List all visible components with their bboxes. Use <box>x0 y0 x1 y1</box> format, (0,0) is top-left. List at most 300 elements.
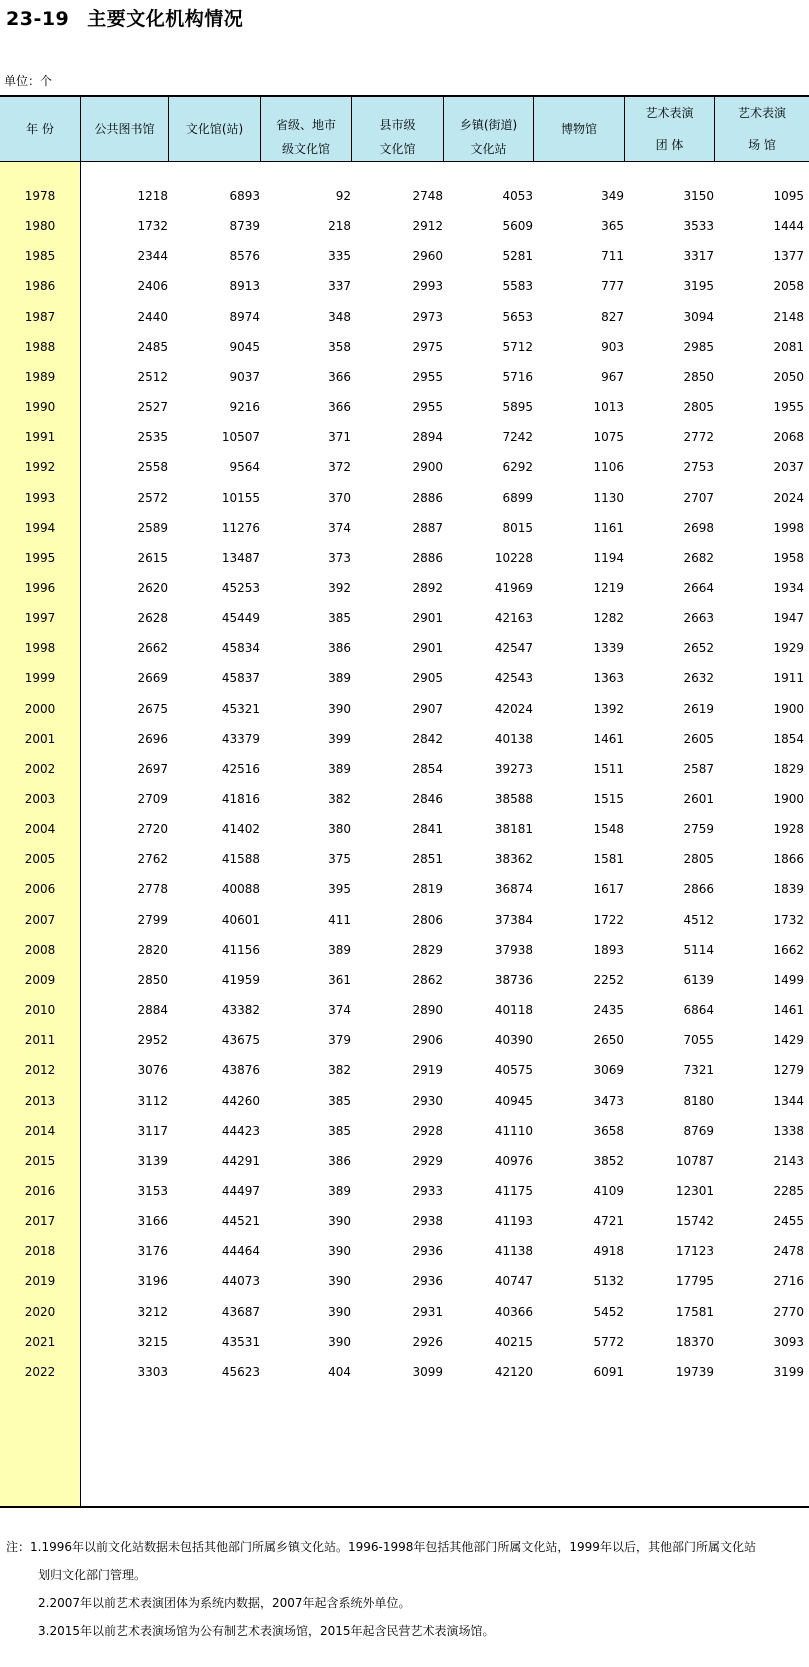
table-row <box>0 423 809 453</box>
town-cell: 40747 <box>494 1274 533 1289</box>
year-cell: 2013 <box>24 1093 56 1108</box>
museum-cell: 1511 <box>593 761 624 776</box>
venue-cell: 1499 <box>773 972 804 987</box>
table-row <box>0 574 809 604</box>
cultural-center-cell: 45834 <box>221 641 260 656</box>
troupe-cell: 8180 <box>683 1093 714 1108</box>
prov-city-cell: 389 <box>328 1183 351 1198</box>
library-cell: 2669 <box>137 671 168 686</box>
year-cell: 2019 <box>24 1274 56 1289</box>
troupe-cell: 8769 <box>683 1123 714 1138</box>
header-venue-line2: 场 馆 <box>748 138 776 152</box>
table-row <box>0 755 809 785</box>
library-cell: 2527 <box>137 400 168 415</box>
museum-cell: 1461 <box>593 731 624 746</box>
town-cell: 6899 <box>502 490 533 505</box>
prov-city-cell: 337 <box>328 279 351 294</box>
prov-city-cell: 335 <box>328 249 351 264</box>
venue-cell: 1900 <box>773 792 804 806</box>
county-cell: 2905 <box>412 671 443 686</box>
troupe-cell: 17795 <box>675 1274 714 1289</box>
library-cell: 3166 <box>137 1214 168 1229</box>
table-row <box>0 1237 809 1267</box>
header-museum-label: 博物馆 <box>560 122 597 136</box>
header-venue <box>715 97 809 161</box>
table-row <box>0 1087 809 1117</box>
town-cell: 5281 <box>502 249 533 264</box>
venue-cell: 2716 <box>773 1274 804 1289</box>
museum-cell: 1722 <box>593 912 624 927</box>
prov-city-cell: 385 <box>328 1093 351 1108</box>
museum-cell: 5452 <box>593 1304 624 1319</box>
troupe-cell: 3317 <box>683 249 714 264</box>
town-cell: 5609 <box>502 219 533 234</box>
library-cell: 2799 <box>137 912 168 927</box>
header-museum <box>534 97 624 161</box>
table-row <box>0 514 809 544</box>
museum-cell: 5132 <box>593 1274 624 1289</box>
header-town <box>444 97 533 161</box>
prov-city-cell: 385 <box>328 611 351 626</box>
library-cell: 2697 <box>137 761 168 776</box>
table-row <box>0 1026 809 1056</box>
museum-cell: 1219 <box>593 580 624 595</box>
year-cell: 2002 <box>24 761 56 776</box>
cultural-center-cell: 44423 <box>221 1123 260 1138</box>
troupe-cell: 2587 <box>683 761 714 776</box>
table-row <box>0 212 809 242</box>
table-row <box>0 695 809 725</box>
town-cell: 42547 <box>494 641 533 656</box>
library-cell: 2720 <box>137 822 168 837</box>
troupe-cell: 2664 <box>683 580 714 595</box>
header-prov-city-line1: 省级、地市 <box>275 118 336 132</box>
year-cell: 2012 <box>24 1063 56 1078</box>
museum-cell: 1392 <box>593 701 624 716</box>
cultural-center-cell: 9564 <box>229 460 260 475</box>
museum-cell: 1893 <box>593 942 624 957</box>
museum-cell: 3473 <box>593 1093 624 1108</box>
venue-cell: 1928 <box>773 822 804 837</box>
museum-cell: 5772 <box>593 1334 624 1349</box>
museum-cell: 777 <box>601 279 624 294</box>
county-cell: 2931 <box>412 1304 443 1319</box>
cultural-center-cell: 41959 <box>221 972 260 987</box>
cultural-center-cell: 45837 <box>221 671 260 686</box>
county-cell: 2892 <box>412 580 443 595</box>
town-cell: 5653 <box>502 309 533 324</box>
troupe-cell: 2707 <box>683 490 714 505</box>
library-cell: 1218 <box>137 189 168 203</box>
troupe-cell: 3533 <box>683 219 714 234</box>
year-cell: 1985 <box>24 249 56 264</box>
year-cell: 2016 <box>24 1183 56 1198</box>
venue-cell: 1866 <box>773 852 804 867</box>
year-cell: 2015 <box>24 1153 56 1168</box>
town-cell: 40215 <box>494 1334 533 1349</box>
venue-cell: 1947 <box>773 611 804 626</box>
library-cell: 2662 <box>137 641 168 656</box>
museum-cell: 1194 <box>593 550 624 565</box>
library-cell: 2850 <box>137 972 168 987</box>
cultural-center-cell: 41402 <box>221 822 260 837</box>
county-cell: 2886 <box>412 490 443 505</box>
county-cell: 3099 <box>412 1364 443 1379</box>
museum-cell: 1106 <box>593 460 624 475</box>
county-cell: 2748 <box>412 189 443 203</box>
venue-cell: 2148 <box>773 309 804 324</box>
troupe-cell: 2866 <box>683 882 714 897</box>
library-cell: 2344 <box>137 249 168 264</box>
prov-city-cell: 379 <box>328 1033 351 1048</box>
table-row <box>0 725 809 755</box>
cultural-center-cell: 45449 <box>221 611 260 626</box>
library-cell: 2512 <box>137 369 168 384</box>
prov-city-cell: 374 <box>328 520 351 535</box>
county-cell: 2938 <box>412 1214 443 1229</box>
troupe-cell: 7055 <box>683 1033 714 1048</box>
cultural-center-cell: 41588 <box>221 852 260 867</box>
museum-cell: 1075 <box>593 430 624 445</box>
venue-cell: 1958 <box>773 550 804 565</box>
venue-cell: 1338 <box>773 1123 804 1138</box>
venue-cell: 1279 <box>773 1063 804 1078</box>
county-cell: 2930 <box>412 1093 443 1108</box>
town-cell: 5712 <box>502 339 533 354</box>
library-cell: 3212 <box>137 1304 168 1319</box>
troupe-cell: 3150 <box>683 189 714 203</box>
library-cell: 2762 <box>137 852 168 867</box>
town-cell: 37938 <box>494 942 533 957</box>
museum-cell: 4918 <box>593 1244 624 1259</box>
prov-city-cell: 358 <box>328 339 351 354</box>
library-cell: 2675 <box>137 701 168 716</box>
prov-city-cell: 399 <box>328 731 351 746</box>
troupe-cell: 3195 <box>683 279 714 294</box>
prov-city-cell: 404 <box>328 1364 351 1379</box>
library-cell: 2558 <box>137 460 168 475</box>
county-cell: 2960 <box>412 249 443 264</box>
county-cell: 2993 <box>412 279 443 294</box>
venue-cell: 1377 <box>773 249 804 264</box>
year-cell: 2007 <box>24 912 56 927</box>
year-cell: 1978 <box>24 189 56 203</box>
county-cell: 2936 <box>412 1244 443 1259</box>
cultural-center-cell: 8739 <box>229 219 260 234</box>
cultural-center-cell: 8913 <box>229 279 260 294</box>
table-row <box>0 484 809 514</box>
troupe-cell: 3094 <box>683 309 714 324</box>
library-cell: 3196 <box>137 1274 168 1289</box>
table-row <box>0 1147 809 1177</box>
troupe-cell: 5114 <box>683 942 714 957</box>
header-cultural-center <box>169 97 260 161</box>
library-cell: 3112 <box>137 1093 168 1108</box>
troupe-cell: 2759 <box>683 822 714 837</box>
troupe-cell: 7321 <box>683 1063 714 1078</box>
county-cell: 2919 <box>412 1063 443 1078</box>
museum-cell: 903 <box>601 339 624 354</box>
prov-city-cell: 389 <box>328 942 351 957</box>
prov-city-cell: 395 <box>328 882 351 897</box>
county-cell: 2933 <box>412 1183 443 1198</box>
museum-cell: 967 <box>601 369 624 384</box>
venue-cell: 1929 <box>773 641 804 656</box>
cultural-center-cell: 44464 <box>221 1244 260 1259</box>
county-cell: 2926 <box>412 1334 443 1349</box>
prov-city-cell: 348 <box>328 309 351 324</box>
table-row <box>0 1207 809 1237</box>
table-row <box>0 242 809 272</box>
year-cell: 2021 <box>24 1334 56 1349</box>
venue-cell: 1839 <box>773 882 804 897</box>
year-cell: 1991 <box>24 430 56 445</box>
header-rule <box>0 161 809 162</box>
venue-cell: 1444 <box>773 219 804 234</box>
prov-city-cell: 366 <box>328 400 351 415</box>
museum-cell: 1363 <box>593 671 624 686</box>
venue-cell: 1911 <box>773 671 804 686</box>
cultural-center-cell: 6893 <box>229 189 260 203</box>
year-cell: 2020 <box>24 1304 56 1319</box>
footnote-3: 3.2015年以前艺术表演场馆为公有制艺术表演场馆，2015年起含民营艺术表演场馆。 <box>38 1624 495 1638</box>
header-county <box>352 97 443 161</box>
county-cell: 2912 <box>412 219 443 234</box>
prov-city-cell: 386 <box>328 641 351 656</box>
venue-cell: 2455 <box>773 1214 804 1229</box>
table-row <box>0 996 809 1026</box>
cultural-center-cell: 10155 <box>221 490 260 505</box>
venue-cell: 1998 <box>773 520 804 535</box>
table-row <box>0 1117 809 1147</box>
venue-cell: 1900 <box>773 701 804 716</box>
county-cell: 2819 <box>412 882 443 897</box>
museum-cell: 3658 <box>593 1123 624 1138</box>
table-row <box>0 363 809 393</box>
venue-cell: 2024 <box>773 490 804 505</box>
town-cell: 10228 <box>494 550 533 565</box>
troupe-cell: 2601 <box>683 792 714 806</box>
footnote-2: 2.2007年以前艺术表演团体为系统内数据，2007年起含系统外单位。 <box>38 1596 411 1610</box>
header-library-label: 公共图书馆 <box>94 122 155 136</box>
year-cell: 1989 <box>24 369 56 384</box>
library-cell: 3176 <box>137 1244 168 1259</box>
cultural-center-cell: 44260 <box>221 1093 260 1108</box>
museum-cell: 4721 <box>593 1214 624 1229</box>
museum-cell: 2252 <box>593 972 624 987</box>
table-row <box>0 906 809 936</box>
troupe-cell: 2663 <box>683 611 714 626</box>
table-row <box>0 1358 809 1388</box>
prov-city-cell: 389 <box>328 761 351 776</box>
year-cell: 1992 <box>24 460 56 475</box>
library-cell: 2485 <box>137 339 168 354</box>
prov-city-cell: 370 <box>328 490 351 505</box>
troupe-cell: 6864 <box>683 1003 714 1018</box>
town-cell: 41969 <box>494 580 533 595</box>
town-cell: 41193 <box>494 1214 533 1229</box>
prov-city-cell: 411 <box>328 912 351 927</box>
venue-cell: 1344 <box>773 1093 804 1108</box>
library-cell: 2572 <box>137 490 168 505</box>
troupe-cell: 15742 <box>675 1214 714 1229</box>
troupe-cell: 2772 <box>683 430 714 445</box>
town-cell: 41110 <box>494 1123 533 1138</box>
museum-cell: 1515 <box>593 792 624 806</box>
venue-cell: 3093 <box>773 1334 804 1349</box>
town-cell: 37384 <box>494 912 533 927</box>
troupe-cell: 2682 <box>683 550 714 565</box>
town-cell: 40366 <box>494 1304 533 1319</box>
county-cell: 2842 <box>412 731 443 746</box>
library-cell: 2952 <box>137 1033 168 1048</box>
county-cell: 2900 <box>412 460 443 475</box>
cultural-center-cell: 43379 <box>221 731 260 746</box>
prov-city-cell: 373 <box>328 550 351 565</box>
county-cell: 2841 <box>412 822 443 837</box>
venue-cell: 1429 <box>773 1033 804 1048</box>
museum-cell: 365 <box>601 219 624 234</box>
prov-city-cell: 389 <box>328 671 351 686</box>
library-cell: 2696 <box>137 731 168 746</box>
town-cell: 41175 <box>494 1183 533 1198</box>
library-cell: 1732 <box>137 219 168 234</box>
town-cell: 38736 <box>494 972 533 987</box>
year-cell: 2008 <box>24 942 56 957</box>
museum-cell: 1339 <box>593 641 624 656</box>
town-cell: 42120 <box>494 1364 533 1379</box>
venue-cell: 1829 <box>773 761 804 776</box>
library-cell: 3215 <box>137 1334 168 1349</box>
prov-city-cell: 390 <box>328 701 351 716</box>
year-cell: 2009 <box>24 972 56 987</box>
library-cell: 3076 <box>137 1063 168 1078</box>
table-row <box>0 393 809 423</box>
town-cell: 5583 <box>502 279 533 294</box>
troupe-cell: 2805 <box>683 400 714 415</box>
table-row <box>0 453 809 483</box>
table-number: 23-19 <box>6 8 70 30</box>
town-cell: 38181 <box>494 822 533 837</box>
prov-city-cell: 374 <box>328 1003 351 1018</box>
venue-cell: 2068 <box>773 430 804 445</box>
cultural-center-cell: 41156 <box>221 942 260 957</box>
table-title <box>6 4 243 31</box>
library-cell: 2820 <box>137 942 168 957</box>
cultural-center-cell: 43876 <box>221 1063 260 1078</box>
table-row <box>0 1328 809 1358</box>
county-cell: 2973 <box>412 309 443 324</box>
prov-city-cell: 385 <box>328 1123 351 1138</box>
venue-cell: 1732 <box>773 912 804 927</box>
museum-cell: 1581 <box>593 852 624 867</box>
header-library <box>81 97 168 161</box>
county-cell: 2936 <box>412 1274 443 1289</box>
museum-cell: 1282 <box>593 611 624 626</box>
prov-city-cell: 390 <box>328 1274 351 1289</box>
county-cell: 2890 <box>412 1003 443 1018</box>
table-row <box>0 634 809 664</box>
cultural-center-cell: 43687 <box>221 1304 260 1319</box>
table-row <box>0 845 809 875</box>
year-cell: 2004 <box>24 822 56 837</box>
data-table <box>0 95 809 1508</box>
county-cell: 2862 <box>412 972 443 987</box>
venue-cell: 2478 <box>773 1244 804 1259</box>
town-cell: 5716 <box>502 369 533 384</box>
county-cell: 2906 <box>412 1033 443 1048</box>
prov-city-cell: 382 <box>328 1063 351 1078</box>
prov-city-cell: 371 <box>328 430 351 445</box>
table-row <box>0 604 809 634</box>
prov-city-cell: 390 <box>328 1304 351 1319</box>
prov-city-cell: 375 <box>328 852 351 867</box>
year-cell: 2003 <box>24 792 56 806</box>
header-town-line1: 乡镇(街道) <box>459 118 518 132</box>
year-cell: 1999 <box>24 671 56 686</box>
prov-city-cell: 392 <box>328 580 351 595</box>
venue-cell: 2285 <box>773 1183 804 1198</box>
venue-cell: 3199 <box>773 1364 804 1379</box>
table-row <box>0 1177 809 1207</box>
cultural-center-cell: 9037 <box>229 369 260 384</box>
library-cell: 2620 <box>137 580 168 595</box>
prov-city-cell: 380 <box>328 822 351 837</box>
cultural-center-cell: 44521 <box>221 1214 260 1229</box>
cultural-center-cell: 43382 <box>221 1003 260 1018</box>
county-cell: 2806 <box>412 912 443 927</box>
table-row <box>0 544 809 574</box>
header-county-line1: 县市级 <box>379 118 416 132</box>
troupe-cell: 17581 <box>675 1304 714 1319</box>
header-year <box>0 97 80 161</box>
prov-city-cell: 218 <box>328 219 351 234</box>
museum-cell: 2650 <box>593 1033 624 1048</box>
prov-city-cell: 372 <box>328 460 351 475</box>
prov-city-cell: 92 <box>335 189 351 203</box>
troupe-cell: 6139 <box>683 972 714 987</box>
header-venue-line1: 艺术表演 <box>737 106 786 120</box>
year-cell: 1994 <box>24 520 56 535</box>
year-cell: 1980 <box>24 219 56 234</box>
troupe-cell: 2985 <box>683 339 714 354</box>
town-cell: 8015 <box>502 520 533 535</box>
library-cell: 2589 <box>137 520 168 535</box>
library-cell: 2884 <box>137 1003 168 1018</box>
cultural-center-cell: 43531 <box>221 1334 260 1349</box>
museum-cell: 1130 <box>593 490 624 505</box>
footnotes <box>6 1533 801 1645</box>
header-troupe <box>625 97 714 161</box>
county-cell: 2851 <box>412 852 443 867</box>
cultural-center-cell: 43675 <box>221 1033 260 1048</box>
header-county-line2: 文化馆 <box>379 142 416 156</box>
cultural-center-cell: 42516 <box>221 761 260 776</box>
header-prov-city <box>261 97 351 161</box>
venue-cell: 1662 <box>773 942 804 957</box>
year-cell: 2014 <box>24 1123 56 1138</box>
cultural-center-cell: 13487 <box>221 550 260 565</box>
venue-cell: 2058 <box>773 279 804 294</box>
table-row <box>0 333 809 363</box>
museum-cell: 2435 <box>593 1003 624 1018</box>
venue-cell: 2037 <box>773 460 804 475</box>
year-cell: 1990 <box>24 400 56 415</box>
cultural-center-cell: 45321 <box>221 701 260 716</box>
museum-cell: 1013 <box>593 400 624 415</box>
library-cell: 2440 <box>137 309 168 324</box>
town-cell: 40138 <box>494 731 533 746</box>
